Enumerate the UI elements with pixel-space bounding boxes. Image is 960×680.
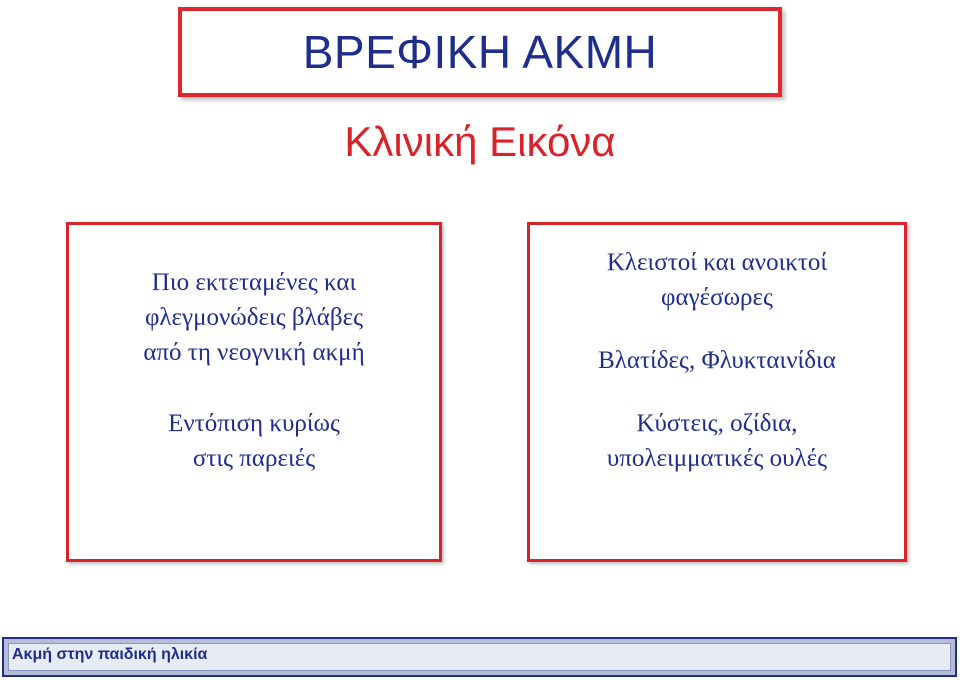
left-line: Πιο εκτεταμένες και <box>151 269 357 296</box>
right-line: υπολειμματικές ουλές <box>606 445 828 472</box>
right-line: Βλατίδες, Φλυκταινίδια <box>598 347 836 374</box>
left-line: φλεγμονώδεις βλάβες <box>145 304 363 331</box>
title-box <box>178 7 782 97</box>
left-paragraph-2 <box>168 406 340 476</box>
left-line: στις παρειές <box>192 445 316 472</box>
right-paragraph-1 <box>607 245 827 315</box>
right-paragraph-3 <box>607 406 827 476</box>
left-panel <box>66 222 442 562</box>
slide-subtitle: Κλινική Εικόνα <box>344 118 616 165</box>
footer-text: Ακμή στην παιδική ηλικία <box>12 646 208 663</box>
right-paragraph-2 <box>598 343 836 378</box>
left-paragraph-1 <box>143 265 364 370</box>
left-line: από τη νεογνική ακμή <box>143 339 365 366</box>
slide-title: ΒΡΕΦΙΚΗ ΑΚΜΗ <box>302 26 658 78</box>
right-panel <box>527 222 907 562</box>
right-line: Κύστεις, οζίδια, <box>636 410 798 437</box>
right-line: φαγέσωρες <box>661 284 773 311</box>
right-line: Κλειστοί και ανοικτοί <box>606 249 828 276</box>
footer-bar <box>2 637 957 677</box>
left-line: Εντόπιση κυρίως <box>168 410 340 437</box>
